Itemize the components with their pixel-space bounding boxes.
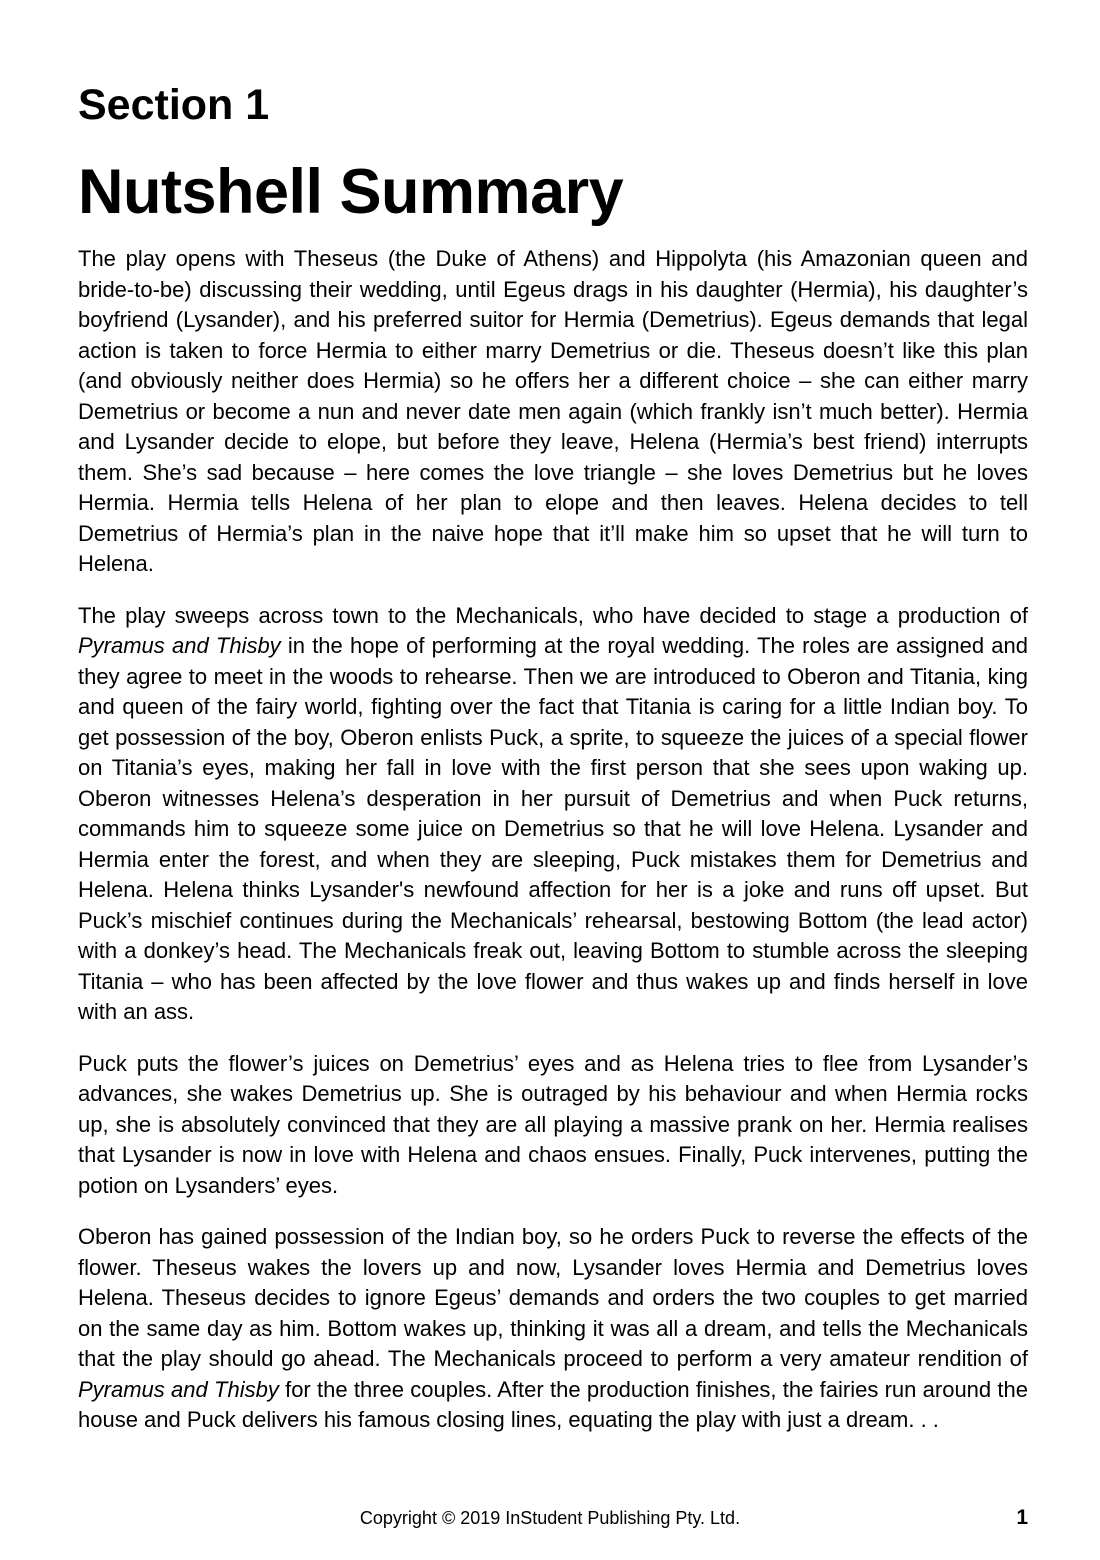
paragraph [78,1222,1028,1436]
text-segment: The play sweeps across town to the Mechanicals, who have decided to stage a production of [78,602,1028,628]
text-segment: in the hope of performing at the royal wedding. The roles are assigned and they agree to meet in the woods to rehearse. Then we are introduced to Oberon and Titania, king and queen of the fairy world, fighting over the fact that Titania is caring for a little Indian boy. To get possession of the boy, Oberon enlists Puck, a sprite, to squeeze the juices of a special flower on Titania’s eyes, making her fall in love with the first person that she sees upon waking up. Oberon witnesses Helena’s desperation in her pursuit of Demetrius and when Puck returns, commands him to squeeze some juice on Demetrius so that he will love Helena. Lysander and Hermia enter the forest, and when they are sleeping, Puck mistakes them for Demetrius and Helena. Helena thinks Lysander's newfound affection for her is a joke and runs off upset. But Puck’s mischief continues during the Mechanicals’ rehearsal, bestowing Bottom (the lead actor) with a donkey’s head. The Mechanicals freak out, leaving Bottom to stumble across the sleeping Titania – who has been affected by the love flower and thus wakes up and finds herself in love with an ass. [78,633,1028,1024]
text-segment: The play opens with Theseus (the Duke of Athens) and Hippolyta (his Amazonian queen and bride-to-be) discussing their wedding, until Egeus drags in his daughter (Hermia), his daughter’s boyfriend (Lysander), and his preferred suitor for Hermia (Demetrius). Egeus demands that legal action is taken to force Hermia to either marry Demetrius or die. Theseus doesn’t like this plan (and obviously neither does Hermia) so he offers her a different choice – she can either marry Demetrius or become a nun and never date men again (which frankly isn’t much better). Hermia and Lysander decide to elope, but before they leave, Helena (Hermia’s best friend) interrupts them. She’s sad because – here comes the love triangle – she loves Demetrius but he loves Hermia. Hermia tells Helena of her plan to elope and then leaves. Helena decides to tell Demetrius of Hermia’s plan in the naive hope that it’ll make him so upset that he will turn to Helena. [78,246,1028,576]
paragraph [78,601,1028,1028]
summary-body [78,244,1028,1436]
text-segment: Oberon has gained possession of the Indian boy, so he orders Puck to reverse the effects of the flower. Theseus wakes the lovers up and now, Lysander loves Hermia and Demetrius loves Helena. Theseus decides to ignore Egeus’ demands and orders the two couples to get married on the same day as him. Bottom wakes up, thinking it was all a dream, and tells the Mechanicals that the play should go ahead. The Mechanicals proceed to perform a very amateur rendition of [78,1224,1028,1371]
page-title: Nutshell Summary [78,157,624,227]
copyright-notice: Copyright © 2019 InStudent Publishing Pty. Ltd. [359,1508,741,1528]
text-segment: for the three couples. After the production finishes, the fairies run around the house and Puck delivers his famous closing lines, equating the play with just a dream. . . [78,1376,1028,1432]
play-title-italic: Pyramus and Thisby [78,1376,279,1402]
play-title-italic: Pyramus and Thisby [78,633,281,658]
page-footer [0,1506,1100,1540]
section-label: Section 1 [78,81,270,129]
paragraph [78,1049,1028,1202]
page-number: 1 [1016,1506,1028,1529]
text-segment: Puck puts the flower’s juices on Demetrius’ eyes and as Helena tries to flee from Lysander’s advances, she wakes Demetrius up. She is outraged by his behaviour and when Hermia rocks up, she is absolutely convinced that they are all playing a massive prank on her. Hermia realises that Lysander is now in love with Helena and chaos ensues. Finally, Puck intervenes, putting the potion on Lysanders’ eyes. [78,1050,1028,1198]
paragraph [78,244,1028,580]
